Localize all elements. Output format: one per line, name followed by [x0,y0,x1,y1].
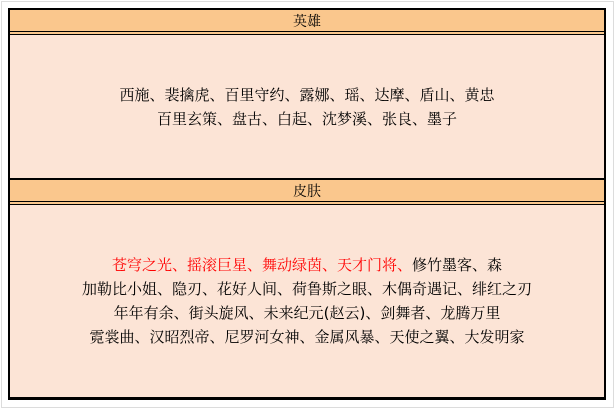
skins-list-line-2: 加勒比小姐、隐刃、花好人间、荷鲁斯之眼、木偶奇遇记、绯红之刃 [81,280,532,298]
skins-header-label: 皮肤 [293,183,321,200]
skins-list-line-1 [10,253,604,277]
exchange-table [8,8,606,400]
heroes-section-header [10,10,604,35]
heroes-list-line-1: 西施、裴擒虎、百里守约、露娜、瑶、达摩、盾山、黄忠 [119,85,495,104]
skins-list-line-4: 霓裳曲、汉昭烈帝、尼罗河女神、金属风暴、天使之翼、大发明家 [89,328,525,346]
skins-list-cell [10,205,604,397]
skins-section-header [10,180,604,205]
heroes-list-cell [10,35,604,180]
skins-list-line-3: 年年有余、街头旋风、未来纪元(赵云)、剑舞者、龙腾万里 [113,304,501,322]
heroes-list-line-2: 百里玄策、盘古、白起、沈梦溪、张良、墨子 [156,109,457,128]
skins-regular-names: 修竹墨客、森 [412,256,503,274]
heroes-header-label: 英雄 [293,13,321,30]
skins-highlighted-names: 苍穹之光、摇滚巨星、舞动绿茵、天才门将、 [111,256,412,274]
